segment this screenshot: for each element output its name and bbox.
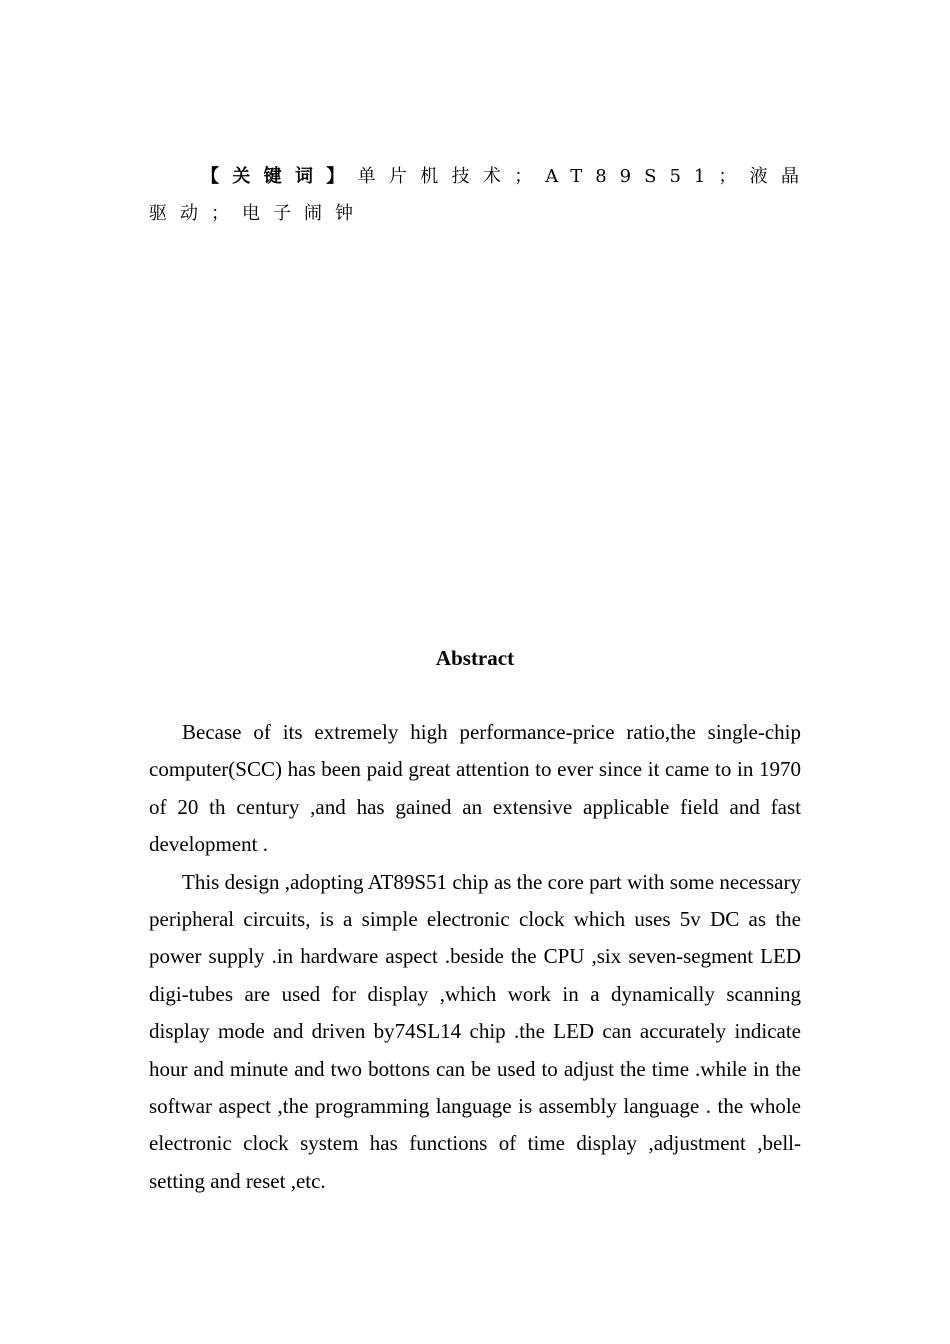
abstract-body — [149, 714, 801, 1200]
keywords-label: 【关键词】 — [201, 166, 358, 187]
abstract-paragraph-2: This design ,adopting AT89S51 chip as the core part with some necessary peripheral circuits, is a simple electronic clock which uses 5v DC as the power supply .in hardware aspect .beside the CPU ,six seven-segment LED digi-tubes are used for display ,which work in a dynamically scanning display mode and driven by74SL14 chip .the LED can accurately indicate hour and minute and two bottons can be used to adjust the time .while in the softwar aspect ,the programming language is assembly language . the whole electronic clock system has functions of time display ,adjustment ,bell-setting and reset ,etc. — [149, 869, 801, 1193]
keywords-text: 单片机技术；AT89S51；液晶驱动；电子闹钟 — [149, 166, 813, 224]
abstract-title: Abstract — [435, 646, 515, 670]
abstract-paragraph-1: Becase of its extremely high performance-price ratio,the single-chip computer(SCC) has been paid great attention to ever since it came to in 1970 of 20 th century ,and has gained an extensive applicable field and fast development . — [149, 720, 801, 857]
keywords-section — [149, 158, 812, 232]
